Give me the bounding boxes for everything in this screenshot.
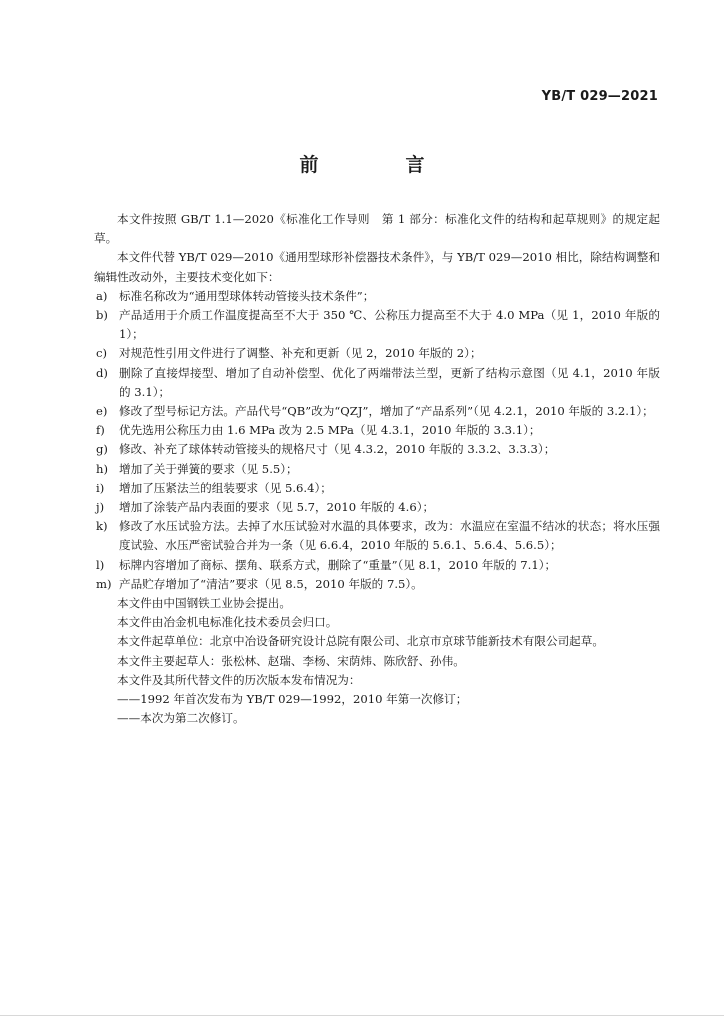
list-item-label: e) [96,404,108,419]
list-item [94,440,660,459]
intro-paragraph-replacement: 本文件代替 YB/T 029—2010《通用型球形补偿器技术条件》，与 YB/T 029—2010 相比，除结构调整和编辑性改动外，主要技术变化如下： [94,250,660,284]
list-item [94,460,660,479]
list-item [94,575,660,594]
list-item-text: 对规范性引用文件进行了调整、补充和更新（见 2，2010 年版的 2）； [119,346,482,361]
list-item [94,556,660,575]
committee-paragraph: 本文件由冶金机电标准化技术委员会归口。 [117,615,338,630]
list-item-label: l) [96,557,105,572]
list-item-label: h) [96,461,108,476]
list-item-label: a) [96,288,108,303]
list-item-label: k) [96,519,108,534]
drafters-paragraph: 本文件主要起草人：张松林、赵瑞、李杨、宋荫炜、陈欣舒、孙伟。 [117,653,465,668]
list-item [94,402,660,421]
list-item-text: 标准名称改为“通用型球体转动管接头技术条件”； [119,288,375,303]
list-item [94,306,660,344]
list-item [94,479,660,498]
list-item-label: j) [96,500,105,515]
list-item-text: 产品贮存增加了“清洁”要求（见 8.5，2010 年版的 7.5）。 [119,576,423,591]
bottom-divider [0,1015,724,1016]
history-item: ——本次为第二次修订。 [117,711,245,726]
intro-paragraph-drafting: 本文件按照 GB/T 1.1—2020《标准化工作导则 第 1 部分：标准化文件的结构和起草规则》的规定起草。 [94,212,660,246]
list-item-label: i) [96,480,105,495]
list-item-label: f) [96,423,105,438]
list-item [94,498,660,517]
list-item-text: 修改、补充了球体转动管接头的规格尺寸（见 4.3.2，2010 年版的 3.3.2、3.3.3）； [119,442,556,457]
history-intro-paragraph: 本文件及其所代替文件的历次版本发布情况为： [117,672,361,687]
list-item-label: d) [96,365,108,380]
proposer-paragraph: 本文件由中国钢铁工业协会提出。 [117,596,291,611]
list-item [94,287,660,306]
list-item-text: 产品适用于介质工作温度提高至不大于 350 ℃、公称压力提高至不大于 4.0 MPa（见 1，2010 年版的 1）； [119,308,660,342]
list-item-text: 优先选用公称压力由 1.6 MPa 改为 2.5 MPa（见 4.3.1，2010 年版的 3.3.1）； [119,423,541,438]
document-code: YB/T 029—2021 [541,89,658,104]
list-item [94,421,660,440]
drafting-units-paragraph: 本文件起草单位：北京中冶设备研究设计总院有限公司、北京市京球节能新技术有限公司起草。 [117,634,604,649]
list-item-text: 增加了关于弹簧的要求（见 5.5）； [119,461,298,476]
list-item-text: 删除了直接焊接型、增加了自动补偿型、优化了两端带法兰型，更新了结构示意图（见 4.1，2010 年版的 3.1）； [119,365,660,399]
list-item-text: 修改了水压试验方法。去掉了水压试验对水温的具体要求，改为：水温应在室温不结冰的状态；将水压强度试验、水压严密试验合并为一条（见 6.6.4，2010 年版的 5.6.1、5.6.4、5.6.5）； [119,519,660,553]
changes-list [94,287,660,594]
list-item-label: b) [96,308,108,323]
list-item-text: 增加了涂装产品内表面的要求（见 5.7，2010 年版的 4.6）； [119,500,435,515]
list-item-text: 修改了型号标记方法。产品代号“QB”改为“QZJ”，增加了“产品系列”（见 4.2.1，2010 年版的 3.2.1）； [119,404,654,419]
history-item: ——1992 年首次发布为 YB/T 029—1992，2010 年第一次修订； [117,692,468,707]
list-item-label: m) [96,576,112,591]
list-item-label: g) [96,442,108,457]
list-item-text: 标牌内容增加了商标、摆角、联系方式，删除了“重量”（见 8.1，2010 年版的 7.1）； [119,557,557,572]
foreword-body [94,210,660,728]
page-title: 前 言 [299,154,459,176]
list-item-label: c) [96,346,108,361]
list-item [94,364,660,402]
list-item-text: 增加了压紧法兰的组装要求（见 5.6.4）； [119,480,332,495]
list-item [94,517,660,555]
list-item [94,344,660,363]
